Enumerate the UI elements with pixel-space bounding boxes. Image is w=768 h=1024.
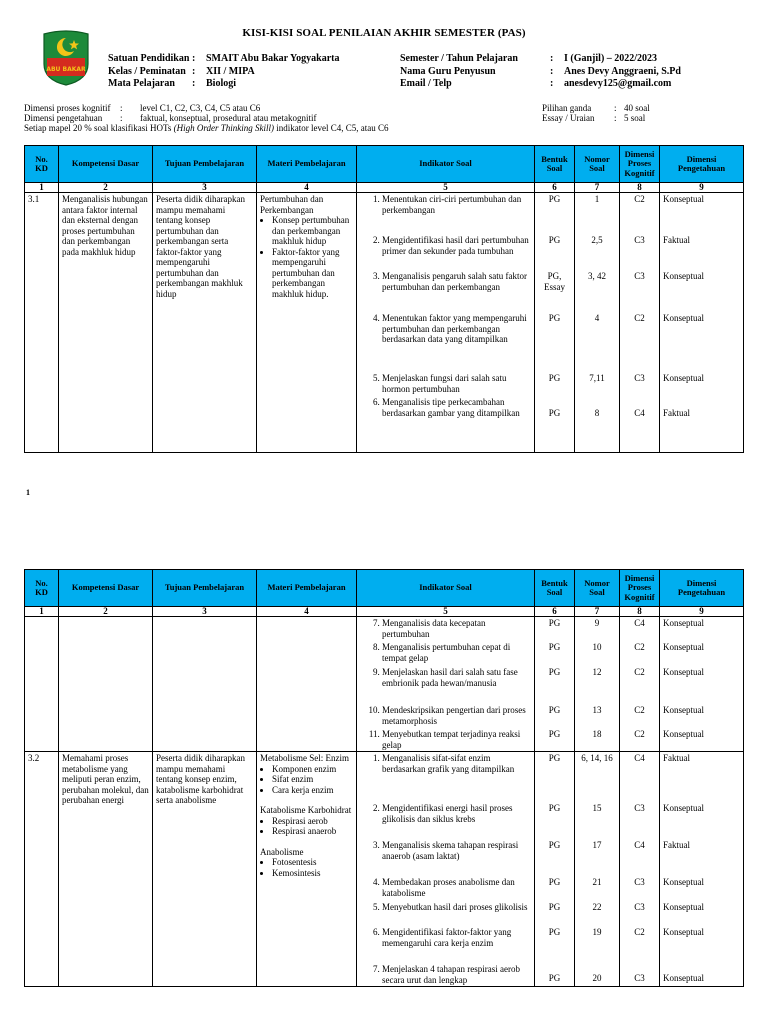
bentuk-soal: PG PG PG PG PG <box>535 617 575 752</box>
tujuan-pembelajaran: Peserta didik diharapkan mampu memahami tentang konsep enzim, katabolisme karbohidrat serta anabolisme <box>153 752 257 987</box>
materi-pembelajaran: Metabolisme Sel: Enzim • Komponen enzim • Sifat enzim • Cara kerja enzim Katabolisme Karbohidrat • Respirasi aerob • Respirasi anaerob Anabolisme • Fotosentesis • Kemosintesis <box>257 752 357 987</box>
dimensi-pengetahuan: Faktual Konseptual Faktual Konseptual Konseptual Konseptual Konseptual <box>660 752 744 987</box>
kisi-table-1 <box>24 145 744 453</box>
document-title: KISI-KISI SOAL PENILAIAN AKHIR SEMESTER (PAS) <box>242 27 526 39</box>
materi-item: • Fotosentesis <box>272 857 353 868</box>
nomor-soal: 1 2,5 3, 42 4 7,11 8 <box>575 193 620 453</box>
question-count-notes: Pilihan ganda : 40 soal Essay / Uraian : 5 soal <box>542 103 650 123</box>
hots-note: Setiap mapel 20 % soal klasifikasi HOTs (High Order Thinking Skill) indikator level C4, C5, atau C6 <box>24 123 389 133</box>
nomor-soal: 6, 14, 16 15 17 21 22 19 20 <box>575 752 620 987</box>
indikator-soal: 7. Menganalisis data kecepatan pertumbuhan 8. Menganalisis pertumbuhan cepat di tempat gelap 9. Menjelaskan hasil dari salah satu fase embrionik pada hewan/manusia 10. Mendeskripsikan pengertian dari proses metamorphosis 11. Menyebutkan tempat terjadinya reaksi gelap <box>357 617 535 752</box>
table-header-row: No. KD Kompetensi Dasar Tujuan Pembelajaran Materi Pembelajaran Indikator Soal Bentuk Soal Nomor Soal Dimensi Proses Kognitif Dimensi Pengetahuan <box>25 146 744 183</box>
indikator-soal: 1. Menentukan ciri-ciri pertumbuhan dan perkembangan 2. Mengidentifikasi hasil dari pertumbuhan primer dan sekunder pada tumbuhan 3. Menganalisis pengaruh salah satu faktor pertumbuhan dan perkembangan 4. Menentukan faktor yang mempengaruhi pertumbuhan dan perkembangan berdasarkan data yang ditampilkan 5. Menjelaskan fungsi dari salah satu hormon pertumbuhan 6. Menganalisis tipe perkecambahan berdasarkan gambar yang ditampilkan <box>357 193 535 453</box>
kd-number: 3.2 <box>25 752 59 987</box>
header-right: Semester / Tahun Pelajaran : I (Ganjil) – 2022/2023 Nama Guru Penyusun : Anes Devy Anggraeni, S.Pd Email / Telp : anesdevy125@gmail.com <box>400 53 681 89</box>
materi-item: • Respirasi anaerob <box>272 826 353 837</box>
nomor-soal: 9 10 12 13 18 <box>575 617 620 752</box>
materi-pembelajaran: Pertumbuhan dan Perkembangan • Konsep pertumbuhan dan perkembangan makhluk hidup • Faktor-faktor yang mempengaruhi pertumbuhan dan perkembangan makhluk hidup. <box>257 193 357 453</box>
dimension-notes: Dimensi proses kognitif : level C1, C2, C3, C4, C5 atau C6 Dimensi pengetahuan : faktual, konseptual, prosedural atau metakognitif Setiap mapel 20 % soal klasifikasi HOTs (High Order Thinking Skill) indikator level C4, C5, atau C6 <box>24 103 389 133</box>
dimensi-kognitif: C4 C2 C2 C2 C2 <box>620 617 660 752</box>
school-logo <box>40 30 92 86</box>
materi-item: • Cara kerja enzim <box>272 785 353 796</box>
header-left: Satuan Pendidikan : SMAIT Abu Bakar Yogyakarta Kelas / Peminatan : XII / MIPA Mata Pelajaran : Biologi <box>108 53 340 89</box>
page-number: 1 <box>26 488 30 497</box>
dimensi-kognitif: C4 C3 C4 C3 C3 C2 C3 <box>620 752 660 987</box>
table-row <box>25 752 744 987</box>
bentuk-soal: PG PG PG PG PG PG PG <box>535 752 575 987</box>
bentuk-soal: PG PG PG, Essay PG PG PG <box>535 193 575 453</box>
materi-item: • Faktor-faktor yang mempengaruhi pertumbuhan dan perkembangan makhluk hidup. <box>272 247 353 300</box>
materi-item: • Respirasi aerob <box>272 816 353 827</box>
indikator-soal: 1. Menganalisis sifat-sifat enzim berdasarkan grafik yang ditampilkan 2. Mengidentifikasi energi hasil proses glikolisis dan siklus krebs 3. Menganalisis skema tahapan respirasi anaerob (asam laktat) 4. Membedakan proses anabolisme dan katabolisme 5. Menyebutkan hasil dari proses glikolisis 6. Mengidentifikasi faktor-faktor yang memengaruhi cara kerja enzim 7. Menjelaskan 4 tahapan respirasi aerob secara urut dan lengkap <box>357 752 535 987</box>
svg-text:ABU BAKAR: ABU BAKAR <box>46 66 86 73</box>
table-header-row: No. KD Kompetensi Dasar Tujuan Pembelajaran Materi Pembelajaran Indikator Soal Bentuk Soal Nomor Soal Dimensi Proses Kognitif Dimensi Pengetahuan <box>25 570 744 607</box>
tujuan-pembelajaran: Peserta didik diharapkan mampu memahami tentang konsep pertumbuhan dan perkembangan serta faktor-faktor yang mempengaruhi pertumbuhan dan perkembangan makhluk hidup <box>153 193 257 453</box>
table-row <box>25 617 744 752</box>
kompetensi-dasar: Memahami proses metabolisme yang meliputi peran enzim, perubahan molekul, dan perubahan energi <box>59 752 153 987</box>
materi-item: • Sifat enzim <box>272 774 353 785</box>
materi-item: • Kemosintesis <box>272 868 353 879</box>
table-number-row: 1 2 3 4 5 6 7 8 9 <box>25 607 744 617</box>
materi-item: • Konsep pertumbuhan dan perkembangan makhluk hidup <box>272 215 353 247</box>
table-number-row: 1 2 3 4 5 6 7 8 9 <box>25 183 744 193</box>
kd-number: 3.1 <box>25 193 59 453</box>
kompetensi-dasar: Menganalisis hubungan antara faktor internal dan eksternal dengan proses pertumbuhan dan perkembangan pada makhluk hidup <box>59 193 153 453</box>
dimensi-pengetahuan: Konseptual Faktual Konseptual Konseptual Konseptual Faktual <box>660 193 744 453</box>
materi-item: • Komponen enzim <box>272 764 353 775</box>
dimensi-pengetahuan: Konseptual Konseptual Konseptual Konseptual Konseptual <box>660 617 744 752</box>
table-row <box>25 193 744 453</box>
kisi-table-2 <box>24 569 744 987</box>
dimensi-kognitif: C2 C3 C3 C2 C3 C4 <box>620 193 660 453</box>
